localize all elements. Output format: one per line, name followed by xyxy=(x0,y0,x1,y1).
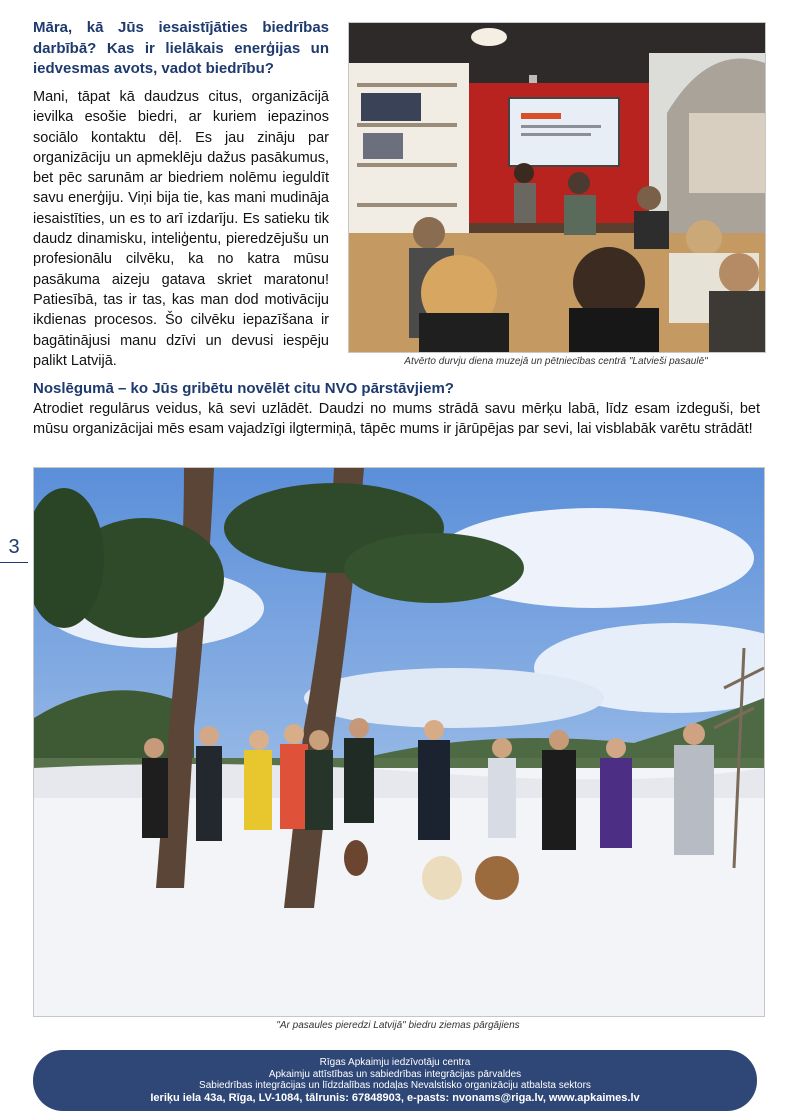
interview-answer: Mani, tāpat kā daudzus citus, organizācijā ievilka esošie biedri, ar kuriem iepazinos sociālo kontaktu dēļ. Es jau zināju par organizāciju un apmeklēju dažus pasākumus, bet pēc sarunām ar biedriem nolēmu ieguldīt savu enerģiju. Viņi bija tie, kas mani mudināja iesaistīties, un es to arī izdarīju. Es satieku tik daudz dinamisku, inteliģentu, pieredzējušu un profesionālu cilvēku, ka no katra mūsu pasākuma aizeju gatava skriet maratonu! Patiesībā, tas ir tas, kas man dod motivāciju ikdienas procesos. Šo cilvēku iepazīšana ir bagātinājusi manu dzīvi un devusi iespēju palikt Latvijā. xyxy=(33,89,329,369)
footer-line-3: Sabiedrības integrācijas un līdzdalības nodaļas Nevalstisko organizāciju atbalsta sektors xyxy=(199,1080,591,1091)
winter-hike-photo xyxy=(33,467,765,1017)
closing-question: Noslēgumā – ko Jūs gribētu novēlēt citu NVO pārstāvjiem? xyxy=(33,380,454,397)
footer-contact-line: Ieriķu iela 43a, Rīga, LV-1084, tālrunis: 67848903, e-pasts: nvonams@riga.lv, www.apkaimes.lv xyxy=(150,1091,640,1104)
closing-answer: Atrodiet regulārus veidus, kā sevi uzlādēt. Daudzi no mums strādā savu mērķu labā, līdz esam izdeguši, bet mūsu organizācijai mēs esam vajadzīgi ilgtermiņā, tāpēc mums ir jārūpējas par sevi, lai visblabāk varētu strādāt! xyxy=(33,401,760,438)
page-number-rule xyxy=(0,562,28,563)
footer-banner xyxy=(33,1050,757,1111)
interview-question: Māra, kā Jūs iesaistījāties biedrības darbībā? Kas ir lielākais enerģijas un iedvesmas avots, vadot biedrību? xyxy=(33,19,329,77)
hike-photo-caption: "Ar pasaules pieredzi Latvijā" biedru ziemas pārgājiens xyxy=(276,1020,520,1031)
page-number: 3 xyxy=(8,536,20,558)
museum-event-photo xyxy=(348,22,766,353)
footer-line-2: Apkaimju attīstības un sabiedrības integrācijas pārvaldes xyxy=(268,1068,522,1080)
museum-photo-caption: Atvērto durvju diena muzejā un pētniecības centrā "Latvieši pasaulē" xyxy=(404,356,708,367)
footer-line-1: Rīgas Apkaimju iedzīvotāju centra xyxy=(319,1057,471,1068)
